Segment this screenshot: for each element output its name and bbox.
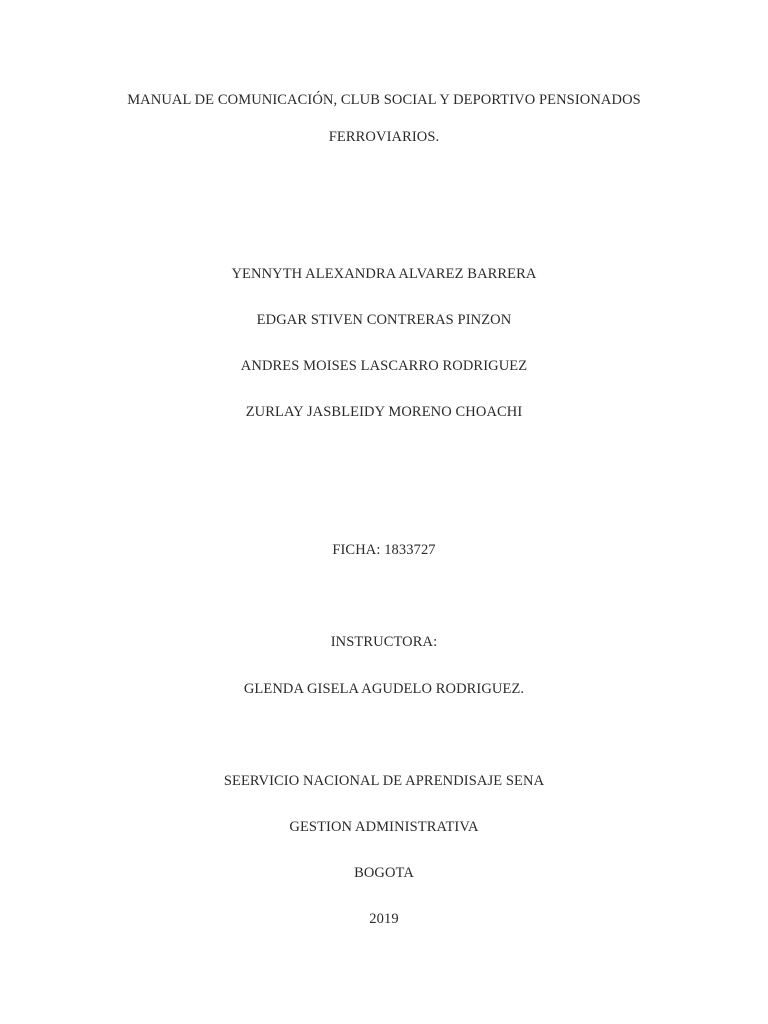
year: 2019: [369, 911, 399, 927]
document-title-line-1: MANUAL DE COMUNICACIÓN, CLUB SOCIAL Y DEPORTIVO PENSIONADOS: [127, 92, 641, 108]
institution-name: SEERVICIO NACIONAL DE APRENDISAJE SENA: [223, 773, 545, 789]
author-name: ANDRES MOISES LASCARRO RODRIGUEZ: [240, 358, 528, 374]
city-name: BOGOTA: [354, 865, 414, 881]
author-name: ZURLAY JASBLEIDY MORENO CHOACHI: [245, 404, 523, 420]
instructor-label: INSTRUCTORA:: [330, 634, 438, 650]
program-name: GESTION ADMINISTRATIVA: [289, 819, 479, 835]
instructor-name: GLENDA GISELA AGUDELO RODRIGUEZ.: [243, 681, 525, 697]
author-name: EDGAR STIVEN CONTRERAS PINZON: [256, 312, 512, 328]
author-name: YENNYTH ALEXANDRA ALVAREZ BARRERA: [231, 266, 537, 282]
ficha-number: FICHA: 1833727: [332, 542, 436, 558]
document-title-line-2: FERROVIARIOS.: [328, 129, 440, 145]
